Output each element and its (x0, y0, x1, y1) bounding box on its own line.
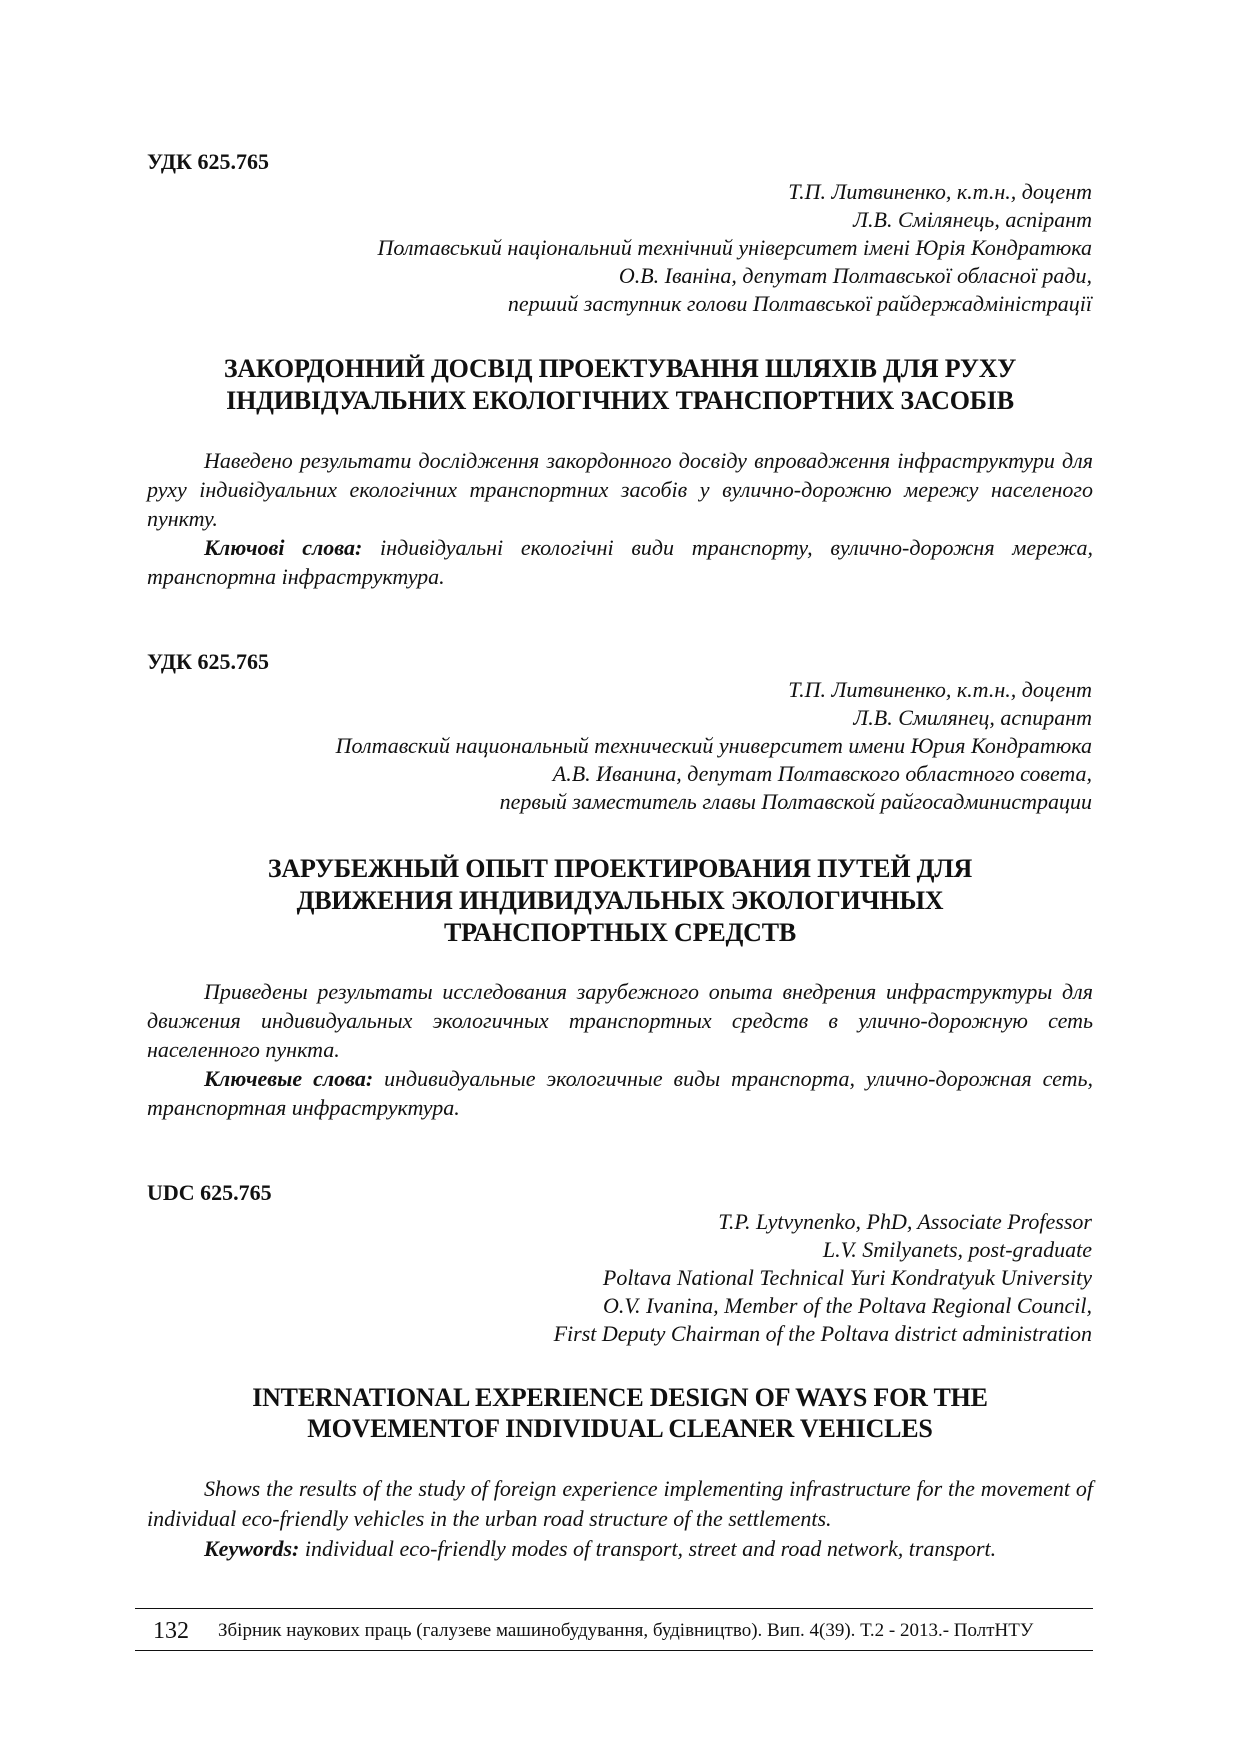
keywords-label: Keywords: (204, 1536, 300, 1561)
author-line: Л.В. Смилянец, аспирант (853, 705, 1092, 730)
article-title-russian (147, 853, 1093, 949)
author-line: Т.П. Литвиненко, к.т.н., доцент (788, 179, 1092, 204)
author-line: О.В. Іваніна, депутат Полтавської обласної ради, (618, 263, 1092, 288)
footer-top-rule (135, 1608, 1093, 1609)
affiliation-line: Полтавський національний технічний університет імені Юрія Кондратюка (377, 235, 1092, 260)
author-line: T.P. Lytvynenko, PhD, Associate Professor (718, 1209, 1092, 1234)
journal-citation: Збірник наукових праць (галузеве машинобудування, будівництво). Вип. 4(39). Т.2 - 2013.- ПолтНТУ (218, 1620, 1034, 1641)
title-line: ЗАРУБЕЖНЫЙ ОПЫТ ПРОЕКТИРОВАНИЯ ПУТЕЙ ДЛЯ (267, 854, 973, 883)
abstract-text: Приведены результаты исследования зарубежного опыта внедрения инфраструктуры для движения индивидуальных экологичных транспортных средств в улично-дорожную сеть населенного пункта. (147, 979, 1093, 1062)
keywords-text: индивидуальные экологичные виды транспорта, улично-дорожная сеть, транспортная инфраструктура. (147, 1066, 1093, 1120)
author-block-ukrainian (377, 178, 1092, 318)
title-line: ІНДИВІДУАЛЬНИХ ЕКОЛОГІЧНИХ ТРАНСПОРТНИХ ЗАСОБІВ (226, 386, 1014, 415)
page-number: 132 (153, 1618, 189, 1644)
keywords-label: Ключевые слова: (204, 1066, 374, 1091)
author-line: Т.П. Литвиненко, к.т.н., доцент (788, 677, 1092, 702)
author-position-line: перший заступник голови Полтавської райдержадміністрації (507, 291, 1092, 316)
udc-code-russian: УДК 625.765 (147, 649, 270, 674)
title-line: MOVEMENTOF INDIVIDUAL CLEANER VEHICLES (307, 1414, 933, 1443)
title-line: ЗАКОРДОННИЙ ДОСВІД ПРОЕКТУВАННЯ ШЛЯХІВ ДЛЯ РУХУ (223, 354, 1017, 383)
author-block-english (554, 1208, 1092, 1348)
abstract-text: Shows the results of the study of foreign experience implementing infrastructure for the movement of individual eco-friendly vehicles in the urban road structure of the settlements. (147, 1476, 1093, 1531)
title-line: ТРАНСПОРТНЫХ СРЕДСТВ (443, 918, 797, 947)
author-line: L.V. Smilyanets, post-graduate (822, 1237, 1092, 1262)
author-line: O.V. Ivanina, Member of the Poltava Regional Council, (602, 1293, 1092, 1318)
keywords-text: individual eco-friendly modes of transport, street and road network, transport. (299, 1536, 997, 1561)
udc-code-ukrainian: УДК 625.765 (147, 149, 270, 174)
keywords-paragraph (147, 533, 1093, 591)
author-position-line: First Deputy Chairman of the Poltava district administration (553, 1321, 1092, 1346)
affiliation-line: Poltava National Technical Yuri Kondratyuk University (602, 1265, 1092, 1290)
author-line: А.В. Иванина, депутат Полтавского областного совета, (552, 761, 1092, 786)
author-block-russian (336, 676, 1092, 816)
keywords-paragraph (147, 1064, 1093, 1122)
title-line: INTERNATIONAL EXPERIENCE DESIGN OF WAYS FOR THE (252, 1383, 988, 1412)
keywords-label: Ключові слова: (204, 535, 363, 560)
keywords-text: індивідуальні екологічні види транспорту, вулично-дорожня мережа, транспортна інфраструктура. (147, 535, 1094, 589)
title-line: ДВИЖЕНИЯ ИНДИВИДУАЛЬНЫХ ЭКОЛОГИЧНЫХ (296, 886, 944, 915)
author-position-line: первый заместитель главы Полтавской райгосадминистрации (499, 789, 1092, 814)
abstract-ukrainian (147, 446, 1093, 591)
author-line: Л.В. Смілянець, аспірант (853, 207, 1092, 232)
abstract-russian (147, 977, 1093, 1122)
abstract-english (147, 1474, 1093, 1564)
udc-code-english: UDC 625.765 (147, 1180, 272, 1205)
footer-bottom-rule (135, 1650, 1093, 1651)
keywords-paragraph (147, 1534, 1093, 1564)
abstract-text: Наведено результати дослідження закордонного досвіду впровадження інфраструктури для руху індивідуальних екологічних транспортних засобів у вулично-дорожню мережу населеного пункту. (147, 448, 1093, 531)
article-title-english (147, 1382, 1093, 1444)
article-title-ukrainian (147, 353, 1093, 417)
affiliation-line: Полтавский национальный технический университет имени Юрия Кондратюка (335, 733, 1092, 758)
